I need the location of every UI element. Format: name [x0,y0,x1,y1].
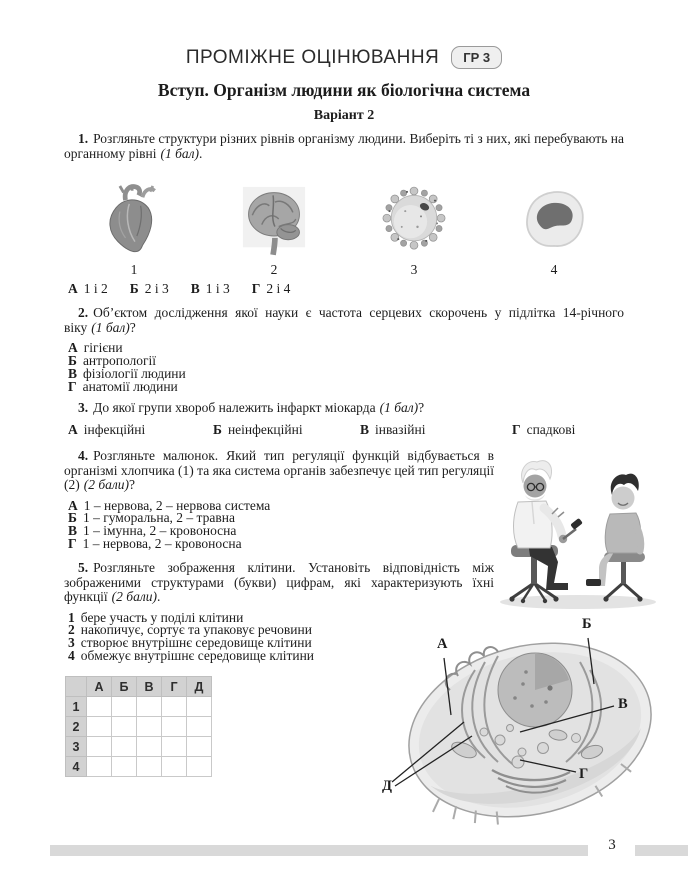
figure-number: 3 [410,262,418,277]
question-1 [64,132,624,161]
option-letter: Б [68,510,77,526]
row-header: 2 [66,717,87,737]
option-g [68,378,624,394]
item-number: 2 [68,622,75,638]
col-header: Г [162,677,187,697]
option-text: 1 – нервова, 2 – нервова система [83,497,271,513]
question-3-text [64,401,624,416]
question-tail: ? [129,319,136,335]
option-letter: Б [213,421,222,437]
diagram-label-a: А [437,636,448,652]
item-number: 3 [68,635,75,651]
question-score: (2 бали) [83,477,130,492]
answer-cell [162,697,187,717]
table-row [66,757,212,777]
answer-cell [112,757,137,777]
brain-illustration [241,181,307,257]
question-2-options [64,342,624,394]
page-number: 3 [608,837,616,853]
option-text: спадкові [526,421,576,437]
question-tail: ? [129,477,136,492]
item-text: накопичує, сортує та упаковує речовини [80,622,312,638]
figure-number: 4 [550,262,558,277]
item-number: 1 [68,609,75,625]
option-v [360,421,512,437]
figure-number: 2 [270,262,278,277]
option-letter: Б [129,281,139,296]
diagram-label-g: Г [579,766,589,782]
option-letter: А [68,421,78,437]
col-header: В [137,677,162,697]
answer-grid [65,676,212,777]
answer-cell [187,717,212,737]
option-text: інфекційні [83,421,146,437]
answer-cell [137,697,162,717]
col-header: Д [187,677,212,697]
row-header: 4 [66,757,87,777]
option-letter: В [68,523,78,539]
option-text: 1 – нервова, 2 – кровоносна [82,536,242,552]
table-row [66,697,212,717]
answer-cell [162,717,187,737]
option-text: 1 і 3 [205,281,230,296]
answer-cell [162,757,187,777]
question-score: (1 бал) [160,145,200,161]
animal-cell-image [380,610,685,838]
heart-illustration [101,181,167,257]
question-3 [64,401,624,436]
question-number: 5. [78,560,89,575]
question-score: (1 бал) [91,319,130,335]
figure-3 [344,181,484,278]
footer-bar-left [50,845,588,856]
item-text: створює внутрішнє середовище клітини [80,635,312,651]
question-number: 3. [78,400,89,415]
option-letter: Б [68,352,77,368]
answer-cell [87,737,112,757]
option-text: 1 – гуморальна, 2 – травна [82,510,235,526]
answer-cell [187,757,212,777]
option-text: 2 і 3 [144,281,169,296]
answer-cell [137,757,162,777]
option-text: 1 і 2 [83,281,108,296]
diagram-label-d: Д [382,778,392,794]
question-body: До якої групи хвороб належить інфаркт міокарда [93,400,376,415]
option-letter: В [360,421,370,437]
question-number: 2. [78,305,89,320]
question-2-text [64,306,624,335]
option-letter: Г [68,536,77,552]
option-b [130,283,169,296]
chapter-title: Вступ. Організм людини як біологічна система [157,80,531,100]
answer-table-wrap [65,676,212,777]
option-text: гігієни [83,340,123,355]
question-1-options [64,283,628,296]
figure-4 [484,181,624,278]
option-g [512,421,624,437]
answer-cell [137,737,162,757]
question-body: Об’єктом дослідження якої науки є частота серцевих скорочень у підлітка 14-річного віку [64,305,624,335]
option-text: 2 і 4 [266,281,291,296]
option-a [68,421,213,437]
table-header-row [66,677,212,697]
variant-label: Варіант 2 [313,108,375,123]
answer-cell [87,697,112,717]
question-tail: ? [418,400,425,415]
col-header: Б [112,677,137,697]
option-a [68,283,108,296]
option-text: антропології [82,352,157,368]
question-1-text [64,132,624,161]
option-text: інвазійні [375,421,426,437]
footer-bar-right [635,845,688,856]
page-title: ПРОМІЖНЕ ОЦІНЮВАННЯ [185,46,440,68]
question-score: (1 бал) [379,400,419,415]
option-letter: В [68,365,78,381]
table-row [66,717,212,737]
question-2 [64,306,624,394]
question-body: Розгляньте структури різних рівнів організму людини. Виберіть ті з них, які перебувають на органному рівні [64,131,624,161]
option-text: 1 – імунна, 2 – кровоносна [83,523,237,539]
corner-cell [66,677,87,697]
answer-cell [187,697,212,717]
figure-number: 1 [130,262,138,277]
answer-cell [112,717,137,737]
diagram-label-b: Б [582,616,592,632]
question-1-figures [64,181,624,278]
option-text: неінфекційні [227,421,303,437]
answer-cell [187,737,212,757]
question-number: 4. [78,448,89,463]
answer-cell [137,717,162,737]
option-g [252,283,291,296]
row-header: 1 [66,697,87,717]
item-text: обмежує внутрішнє середовище клітини [80,648,315,664]
option-letter: В [190,281,200,296]
question-number: 1. [78,131,89,146]
question-body: Розгляньте зображення клітини. Установіть відповідність між зображеними структурами (букви) цифрам, які характеризують їхні функції [64,560,494,604]
page-header [64,46,624,69]
group-badge: ГР 3 [451,46,502,69]
diagram-label-v: В [618,696,628,712]
row-header: 3 [66,737,87,757]
table-row [66,737,212,757]
option-v [191,283,230,296]
question-3-options [64,421,624,437]
option-letter: Г [68,378,77,394]
answer-cell [87,757,112,777]
figure-2 [204,181,344,278]
option-text: фізіології людини [83,365,186,381]
option-letter: А [68,340,78,355]
option-letter: Г [251,281,261,296]
item-text: бере участь у поділі клітини [80,609,244,625]
option-letter: А [68,497,78,513]
item-number: 4 [68,648,75,664]
animal-cell-cutaway-illustration [380,610,685,838]
col-header: А [87,677,112,697]
option-letter: Г [512,421,521,437]
answer-cell [112,697,137,717]
question-tail: . [199,145,203,161]
answer-cell [112,737,137,757]
option-letter: А [68,281,78,296]
option-text: анатомії людини [82,378,178,394]
question-5-text [64,561,494,605]
blood-cell-illustration [520,181,588,257]
question-tail: . [156,589,161,604]
question-4-text [64,449,494,493]
answer-cell [87,717,112,737]
answer-cell [162,737,187,757]
question-score: (2 бали) [111,589,157,604]
question-body: Розгляньте малюнок. Який тип регуляції функцій відбувається в організмі хлопчика (1) та яка система органів забезпечує цей тип регуляції (2) [64,448,494,492]
option-b [213,421,360,437]
ovum-illustration [379,181,449,257]
figure-1 [64,181,204,278]
